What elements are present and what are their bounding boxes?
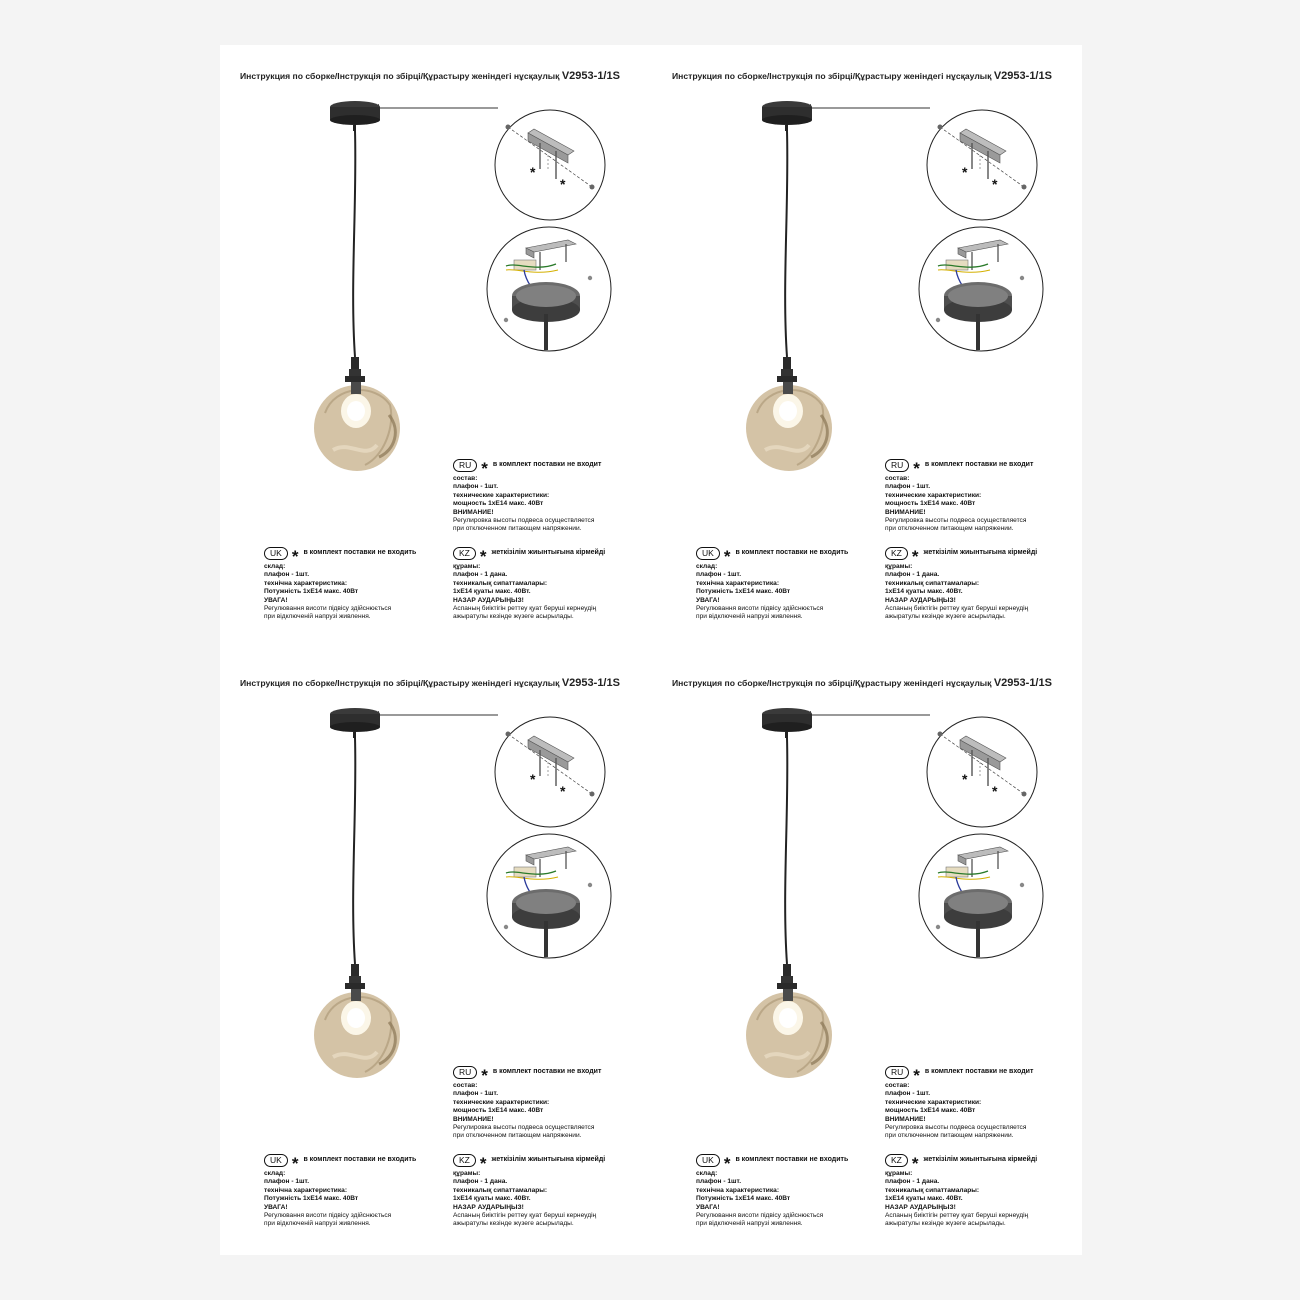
uk-note: в комплект поставки не входить bbox=[735, 1156, 849, 1164]
title-text: Инструкция по сборке/Інструкція по збірці/Құрастыру женіндегі нұсқаулық bbox=[240, 678, 560, 688]
uk-warning-label: УВАГА! bbox=[696, 596, 720, 604]
uk-note: в комплект поставки не входить bbox=[735, 549, 849, 557]
asterisk-icon: * bbox=[723, 546, 731, 566]
asterisk-icon: * bbox=[723, 1153, 731, 1173]
kz-contents: плафон - 1 дана. bbox=[453, 571, 508, 579]
uk-contents: плафон - 1шт. bbox=[696, 571, 742, 579]
asterisk-icon: * bbox=[913, 1065, 920, 1085]
kz-info-block bbox=[453, 547, 605, 622]
ru-specs: мощность 1хЕ14 макс. 40Вт bbox=[885, 500, 976, 508]
asterisk-icon: * bbox=[479, 546, 487, 566]
kz-note: жеткізілім жиынтығына кірмейді bbox=[491, 1156, 606, 1164]
uk-contents-label: склад: bbox=[696, 563, 718, 570]
uk-specs-label: технічна характеристика: bbox=[264, 1186, 348, 1194]
ru-warning-label: ВНИМАНИЕ! bbox=[453, 508, 494, 516]
model-code: V2953-1/1S bbox=[561, 677, 620, 689]
uk-contents-label: склад: bbox=[264, 1170, 286, 1177]
instruction-title bbox=[672, 677, 1052, 689]
kz-warning-label: НАЗАР АУДАРЫҢЫЗ! bbox=[885, 596, 956, 604]
instruction-title bbox=[240, 677, 620, 689]
uk-specs: Потужність 1хЕ14 макс. 40Вт bbox=[264, 1195, 359, 1203]
kz-note: жеткізілім жиынтығына кірмейді bbox=[491, 549, 606, 557]
uk-contents-label: склад: bbox=[696, 1170, 718, 1177]
uk-warning-line-1: Регулювання висоти підвісу здійснюється bbox=[696, 1212, 824, 1220]
ru-warning-line-2: при отключенном питающем напряжении. bbox=[885, 525, 1014, 533]
kz-warning-line-1: Аспаның биіктігін реттеу қуат беруші кернеудің bbox=[885, 1212, 1029, 1220]
ru-contents: плафон - 1шт. bbox=[453, 1090, 499, 1098]
uk-warning-line-2: при відключеній напрузі живлення. bbox=[264, 1220, 371, 1228]
asterisk-icon: * bbox=[481, 1065, 488, 1085]
ru-warning-line-2: при отключенном питающем напряжении. bbox=[885, 1132, 1014, 1140]
asterisk-icon: * bbox=[530, 164, 536, 180]
uk-contents: плафон - 1шт. bbox=[264, 1178, 310, 1186]
uk-specs-label: технічна характеристика: bbox=[264, 579, 348, 587]
kz-specs-label: техникалық сипаттамалары: bbox=[885, 1186, 980, 1194]
asterisk-icon: * bbox=[911, 546, 919, 566]
canopy-wiring-detail bbox=[486, 833, 612, 959]
uk-specs-label: технічна характеристика: bbox=[696, 579, 780, 587]
ru-note: в комплект поставки не входит bbox=[924, 461, 1034, 469]
pendant-lamp-illustration bbox=[737, 95, 877, 485]
instruction-panel bbox=[220, 45, 650, 650]
ru-info-block bbox=[453, 1066, 601, 1141]
ru-info-block bbox=[453, 459, 601, 534]
kz-contents: плафон - 1 дана. bbox=[885, 571, 940, 579]
ru-info-block bbox=[885, 459, 1033, 534]
canopy-wiring-detail bbox=[486, 226, 612, 352]
uk-warning-line-1: Регулювання висоти підвісу здійснюється bbox=[696, 605, 824, 613]
uk-info-block bbox=[264, 1154, 416, 1229]
kz-info-block bbox=[453, 1154, 605, 1229]
model-code: V2953-1/1S bbox=[993, 70, 1052, 82]
uk-contents: плафон - 1шт. bbox=[696, 1178, 742, 1186]
uk-language-badge: UK bbox=[264, 1154, 288, 1167]
ru-specs-label: технические характеристики: bbox=[885, 1098, 982, 1106]
kz-contents: плафон - 1 дана. bbox=[885, 1178, 940, 1186]
ru-language-badge: RU bbox=[453, 1066, 477, 1079]
pendant-lamp-illustration bbox=[305, 702, 445, 1092]
kz-warning-line-1: Аспаның биіктігін реттеу қуат беруші кернеудің bbox=[453, 605, 597, 613]
asterisk-icon: * bbox=[291, 1153, 299, 1173]
uk-warning-line-1: Регулювання висоти підвісу здійснюється bbox=[264, 1212, 392, 1220]
uk-specs: Потужність 1хЕ14 макс. 40Вт bbox=[696, 1195, 791, 1203]
ru-specs-label: технические характеристики: bbox=[453, 491, 550, 499]
asterisk-icon: * bbox=[992, 783, 998, 799]
canopy-wiring-detail bbox=[918, 833, 1044, 959]
uk-specs: Потужність 1хЕ14 макс. 40Вт bbox=[696, 588, 791, 596]
ru-contents-label: состав: bbox=[885, 1082, 910, 1089]
kz-note: жеткізілім жиынтығына кірмейді bbox=[923, 549, 1038, 557]
mounting-bracket-detail bbox=[926, 716, 1038, 828]
uk-language-badge: UK bbox=[696, 547, 720, 560]
ru-contents: плафон - 1шт. bbox=[885, 1090, 931, 1098]
kz-contents: плафон - 1 дана. bbox=[453, 1178, 508, 1186]
ru-warning-line-2: при отключенном питающем напряжении. bbox=[453, 525, 582, 533]
ru-contents: плафон - 1шт. bbox=[453, 483, 499, 491]
uk-specs: Потужність 1хЕ14 макс. 40Вт bbox=[264, 588, 359, 596]
asterisk-icon: * bbox=[479, 1153, 487, 1173]
kz-info-block bbox=[885, 1154, 1037, 1229]
kz-specs-label: техникалық сипаттамалары: bbox=[453, 1186, 548, 1194]
title-text: Инструкция по сборке/Інструкція по збірці/Құрастыру женіндегі нұсқаулық bbox=[240, 71, 560, 81]
asterisk-icon: * bbox=[992, 176, 998, 192]
asterisk-icon: * bbox=[481, 458, 488, 478]
ru-warning-label: ВНИМАНИЕ! bbox=[885, 1115, 926, 1123]
kz-warning-line-1: Аспаның биіктігін реттеу қуат беруші кернеудің bbox=[885, 605, 1029, 613]
kz-contents-label: құрамы: bbox=[885, 1170, 913, 1177]
ru-warning-line-1: Регулировка высоты подвеса осуществляется bbox=[453, 1124, 595, 1132]
uk-note: в комплект поставки не входить bbox=[303, 1156, 417, 1164]
asterisk-icon: * bbox=[530, 771, 536, 787]
kz-language-badge: KZ bbox=[453, 547, 476, 560]
kz-warning-label: НАЗАР АУДАРЫҢЫЗ! bbox=[885, 1203, 956, 1211]
ru-warning-line-2: при отключенном питающем напряжении. bbox=[453, 1132, 582, 1140]
ru-specs-label: технические характеристики: bbox=[885, 491, 982, 499]
asterisk-icon: * bbox=[962, 771, 968, 787]
ru-language-badge: RU bbox=[453, 459, 477, 472]
kz-specs: 1хЕ14 қуаты макс. 40Вт. bbox=[885, 588, 963, 596]
ru-note: в комплект поставки не входит bbox=[492, 461, 602, 469]
instruction-panel bbox=[652, 45, 1082, 650]
ru-specs: мощность 1хЕ14 макс. 40Вт bbox=[453, 1107, 544, 1115]
ru-warning-line-1: Регулировка высоты подвеса осуществляется bbox=[885, 517, 1027, 525]
uk-specs-label: технічна характеристика: bbox=[696, 1186, 780, 1194]
kz-specs: 1хЕ14 қуаты макс. 40Вт. bbox=[885, 1195, 963, 1203]
model-code: V2953-1/1S bbox=[561, 70, 620, 82]
ru-warning-label: ВНИМАНИЕ! bbox=[453, 1115, 494, 1123]
ru-contents-label: состав: bbox=[885, 475, 910, 482]
mounting-bracket-detail bbox=[494, 109, 606, 221]
instruction-title bbox=[672, 70, 1052, 82]
ru-specs-label: технические характеристики: bbox=[453, 1098, 550, 1106]
uk-warning-label: УВАГА! bbox=[696, 1203, 720, 1211]
kz-language-badge: KZ bbox=[453, 1154, 476, 1167]
instruction-title bbox=[240, 70, 620, 82]
kz-contents-label: құрамы: bbox=[453, 1170, 481, 1177]
uk-language-badge: UK bbox=[264, 547, 288, 560]
pendant-lamp-illustration bbox=[737, 702, 877, 1092]
model-code: V2953-1/1S bbox=[993, 677, 1052, 689]
kz-specs-label: техникалық сипаттамалары: bbox=[885, 579, 980, 587]
mounting-bracket-detail bbox=[494, 716, 606, 828]
kz-info-block bbox=[885, 547, 1037, 622]
ru-language-badge: RU bbox=[885, 1066, 909, 1079]
title-text: Инструкция по сборке/Інструкція по збірці/Құрастыру женіндегі нұсқаулық bbox=[672, 71, 992, 81]
kz-warning-line-1: Аспаның биіктігін реттеу қуат беруші кернеудің bbox=[453, 1212, 597, 1220]
uk-warning-label: УВАГА! bbox=[264, 1203, 288, 1211]
uk-info-block bbox=[696, 547, 848, 622]
ru-warning-line-1: Регулировка высоты подвеса осуществляется bbox=[453, 517, 595, 525]
uk-warning-line-1: Регулювання висоти підвісу здійснюється bbox=[264, 605, 392, 613]
kz-specs: 1хЕ14 қуаты макс. 40Вт. bbox=[453, 1195, 531, 1203]
ru-warning-line-1: Регулировка высоты подвеса осуществляется bbox=[885, 1124, 1027, 1132]
kz-warning-line-2: ажыратулы кезінде жүзеге асырылады. bbox=[885, 1220, 1006, 1228]
instruction-panel bbox=[652, 652, 1082, 1257]
title-text: Инструкция по сборке/Інструкція по збірці/Құрастыру женіндегі нұсқаулық bbox=[672, 678, 992, 688]
kz-contents-label: құрамы: bbox=[885, 563, 913, 570]
kz-warning-line-2: ажыратулы кезінде жүзеге асырылады. bbox=[885, 613, 1006, 621]
kz-note: жеткізілім жиынтығына кірмейді bbox=[923, 1156, 1038, 1164]
ru-contents-label: состав: bbox=[453, 1082, 478, 1089]
kz-specs: 1хЕ14 қуаты макс. 40Вт. bbox=[453, 588, 531, 596]
instruction-panel bbox=[220, 652, 650, 1257]
asterisk-icon: * bbox=[911, 1153, 919, 1173]
ru-contents-label: состав: bbox=[453, 475, 478, 482]
uk-info-block bbox=[264, 547, 416, 622]
uk-contents-label: склад: bbox=[264, 563, 286, 570]
kz-language-badge: KZ bbox=[885, 547, 908, 560]
ru-specs: мощность 1хЕ14 макс. 40Вт bbox=[885, 1107, 976, 1115]
instruction-sheet bbox=[220, 45, 1082, 1255]
uk-warning-line-2: при відключеній напрузі живлення. bbox=[264, 613, 371, 621]
kz-specs-label: техникалық сипаттамалары: bbox=[453, 579, 548, 587]
uk-warning-label: УВАГА! bbox=[264, 596, 288, 604]
asterisk-icon: * bbox=[560, 176, 566, 192]
kz-warning-line-2: ажыратулы кезінде жүзеге асырылады. bbox=[453, 613, 574, 621]
ru-contents: плафон - 1шт. bbox=[885, 483, 931, 491]
ru-warning-label: ВНИМАНИЕ! bbox=[885, 508, 926, 516]
uk-warning-line-2: при відключеній напрузі живлення. bbox=[696, 613, 803, 621]
kz-contents-label: құрамы: bbox=[453, 563, 481, 570]
asterisk-icon: * bbox=[913, 458, 920, 478]
uk-note: в комплект поставки не входить bbox=[303, 549, 417, 557]
kz-warning-label: НАЗАР АУДАРЫҢЫЗ! bbox=[453, 1203, 524, 1211]
ru-info-block bbox=[885, 1066, 1033, 1141]
kz-language-badge: KZ bbox=[885, 1154, 908, 1167]
kz-warning-label: НАЗАР АУДАРЫҢЫЗ! bbox=[453, 596, 524, 604]
ru-language-badge: RU bbox=[885, 459, 909, 472]
canopy-wiring-detail bbox=[918, 226, 1044, 352]
ru-note: в комплект поставки не входит bbox=[492, 1068, 602, 1076]
mounting-bracket-detail bbox=[926, 109, 1038, 221]
uk-contents: плафон - 1шт. bbox=[264, 571, 310, 579]
kz-warning-line-2: ажыратулы кезінде жүзеге асырылады. bbox=[453, 1220, 574, 1228]
asterisk-icon: * bbox=[291, 546, 299, 566]
ru-note: в комплект поставки не входит bbox=[924, 1068, 1034, 1076]
ru-specs: мощность 1хЕ14 макс. 40Вт bbox=[453, 500, 544, 508]
uk-language-badge: UK bbox=[696, 1154, 720, 1167]
pendant-lamp-illustration bbox=[305, 95, 445, 485]
uk-info-block bbox=[696, 1154, 848, 1229]
uk-warning-line-2: при відключеній напрузі живлення. bbox=[696, 1220, 803, 1228]
asterisk-icon: * bbox=[962, 164, 968, 180]
asterisk-icon: * bbox=[560, 783, 566, 799]
